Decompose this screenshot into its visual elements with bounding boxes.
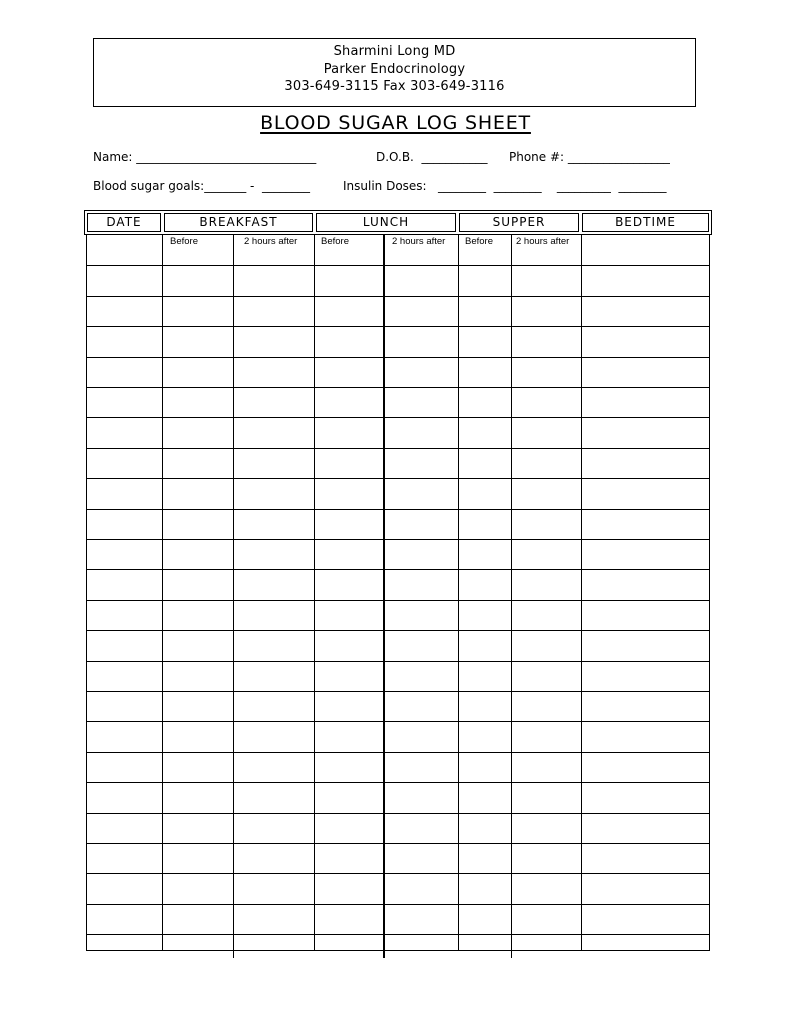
grid-column-line (511, 235, 512, 958)
column-header-date: DATE (87, 213, 161, 232)
column-header-bedtime: BEDTIME (582, 213, 709, 232)
grid-row-line (86, 265, 710, 266)
column-header-lunch: LUNCH (316, 213, 456, 232)
grid-row-line (86, 721, 710, 722)
grid-row-line (86, 843, 710, 844)
grid-row-line (86, 752, 710, 753)
grid-column-line (233, 235, 234, 958)
grid-row-line (86, 296, 710, 297)
subheader-lunch-after: 2 hours after (392, 236, 446, 247)
subheader-supper-after: 2 hours after (516, 236, 570, 247)
name-field[interactable]: Name: ______________________________ (93, 150, 317, 164)
page-title-text: BLOOD SUGAR LOG SHEET (260, 112, 531, 134)
grid-row-line (86, 600, 710, 601)
practice-header-box (93, 38, 696, 107)
grid-row-line (86, 357, 710, 358)
doctor-name: Sharmini Long MD (333, 44, 456, 59)
practice-name: Parker Endocrinology (323, 61, 466, 77)
grid-bottom-line (86, 950, 710, 951)
grid-row-line (86, 509, 710, 510)
insulin-doses-field[interactable]: Insulin Doses: ________ ________ _________ ________ (343, 179, 667, 193)
grid-row-line (86, 387, 710, 388)
grid-row-line (86, 417, 710, 418)
grid-column-line (383, 235, 385, 958)
subheader-supper-before: Before (465, 236, 493, 247)
dob-field[interactable]: D.O.B. ___________ (376, 150, 488, 164)
grid-row-line (86, 448, 710, 449)
blood-sugar-goals-field[interactable]: Blood sugar goals:_______ - ________ (93, 179, 310, 193)
grid-row-line (86, 873, 710, 874)
grid-row-line (86, 934, 710, 935)
grid-row-line (86, 691, 710, 692)
page-title (0, 112, 791, 134)
phone-field[interactable]: Phone #: _________________ (509, 150, 670, 164)
subheader-breakfast-before: Before (170, 236, 198, 247)
grid-row-line (86, 904, 710, 905)
grid-row-line (86, 569, 710, 570)
grid-row-line (86, 782, 710, 783)
subheader-breakfast-after: 2 hours after (244, 236, 298, 247)
column-header-breakfast: BREAKFAST (164, 213, 313, 232)
subheader-lunch-before: Before (321, 236, 349, 247)
grid-row-line (86, 326, 710, 327)
grid-row-line (86, 539, 710, 540)
grid-row-line (86, 478, 710, 479)
grid-row-line (86, 813, 710, 814)
column-header-supper: SUPPER (459, 213, 579, 232)
grid-row-line (86, 661, 710, 662)
contact-numbers: 303-649-3115 Fax 303-649-3116 (284, 79, 505, 94)
grid-row-line (86, 630, 710, 631)
